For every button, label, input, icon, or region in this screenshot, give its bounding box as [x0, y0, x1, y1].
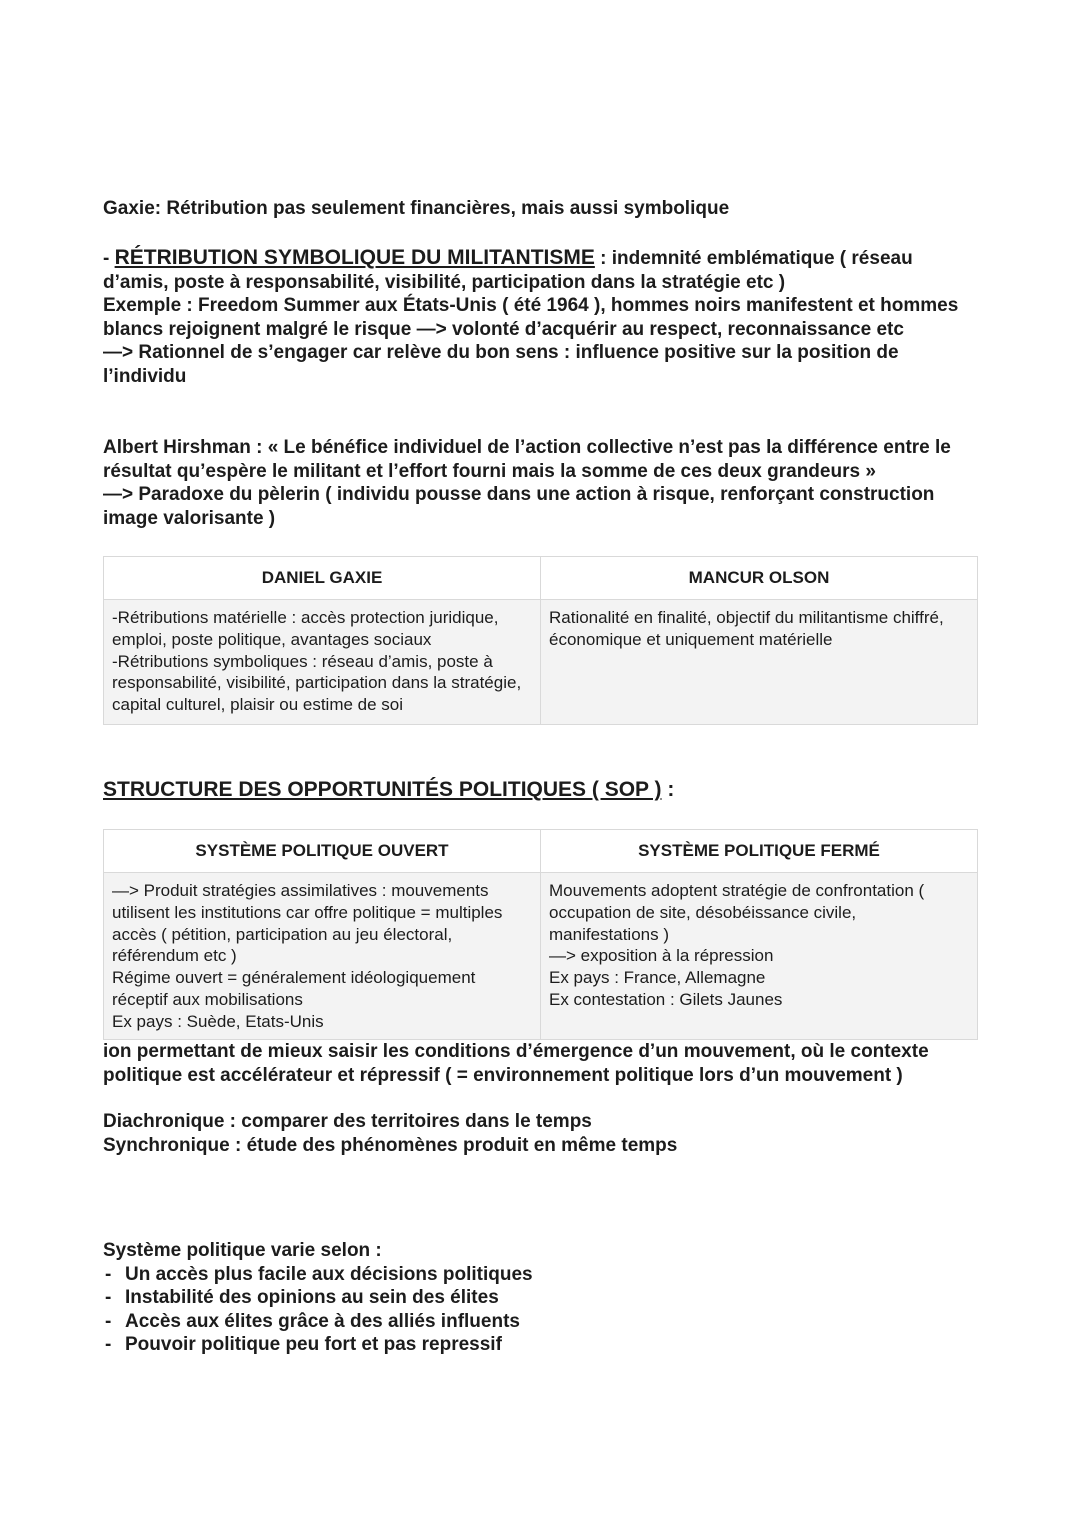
header-mancur-olson: MANCUR OLSON — [541, 557, 978, 600]
olson-rationality: Rationalité en finalité, objectif du militantisme chiffré, économique et uniquement matérielle — [549, 608, 944, 649]
political-systems-table — [103, 829, 978, 1040]
gaxie-olson-table — [103, 556, 978, 725]
after-table-paragraph — [103, 1040, 983, 1087]
olson-cell — [541, 600, 978, 725]
intro-text: Gaxie: Rétribution pas seulement financières, mais aussi symbolique — [103, 198, 730, 219]
repression-exposure: —> exposition à la répression — [549, 946, 774, 966]
pilgrim-paradox: —> Paradoxe du pèlerin ( individu pousse dans une action à risque, renforçant construction image valorisante ) — [103, 484, 935, 529]
list-item: - Un accès plus facile aux décisions politiques — [103, 1263, 983, 1287]
open-countries: Ex pays : Suède, Etats-Unis — [112, 1011, 324, 1031]
sop-title: STRUCTURE DES OPPORTUNITÉS POLITIQUES ( SOP ) — [103, 778, 662, 801]
header-daniel-gaxie: DANIEL GAXIE — [104, 557, 541, 600]
closed-system-cell — [541, 873, 978, 1040]
sop-heading — [103, 778, 983, 803]
symbolic-retribution: -Rétributions symboliques : réseau d’amis, poste à responsabilité, visibilité, participation dans la stratégie, capital culturel, plaisir ou estime de soi — [112, 651, 522, 715]
retribution-conclusion: —> Rationnel de s’engager car relève du bon sens : influence positive sur la position de l’individu — [103, 342, 899, 387]
synchronic-definition: Synchronique : étude des phénomènes produit en même temps — [103, 1134, 678, 1156]
hirshman-quote: Albert Hirshman : « Le bénéfice individuel de l’action collective n’est pas la différence entre le résultat qu’espère le militant et l’effort fourni mais la somme de ces deux grandeurs » — [103, 437, 951, 482]
table-row — [104, 873, 978, 1040]
header-closed-system: SYSTÈME POLITIQUE FERMÉ — [541, 830, 978, 873]
gaxie-cell — [104, 600, 541, 725]
table-row — [104, 600, 978, 725]
freedom-summer-example: Exemple : Freedom Summer aux États-Unis ( été 1964 ), hommes noirs manifestent et hommes blancs rejoignent malgré le risque —> volonté d’acquérir au respect, reconnaissance etc — [103, 295, 959, 340]
table-header-row — [104, 830, 978, 873]
definitions-block — [103, 1110, 983, 1157]
open-system-cell — [104, 873, 541, 1040]
confrontation-strategy: Mouvements adoptent stratégie de confrontation ( occupation de site, désobéissance civile, manifestations ) — [549, 881, 925, 944]
sop-colon: : — [661, 778, 675, 801]
assimilative-strategies: —> Produit stratégies assimilatives : mouvements utilisent les institutions car offre politique = multiples accès ( pétition, participation au jeu électoral, référendum etc ) — [112, 881, 503, 966]
retribution-heading: RÉTRIBUTION SYMBOLIQUE DU MILITANTISME — [114, 246, 595, 269]
retribution-description: : indemnité emblématique ( réseau d’amis, poste à responsabilité, visibilité, participation dans la stratégie etc ) — [103, 248, 913, 293]
retribution-section — [103, 246, 983, 389]
system-variation-list — [103, 1263, 983, 1357]
list-item: - Pouvoir politique peu fort et pas repressif — [103, 1333, 983, 1357]
diachronic-definition: Diachronique : comparer des territoires dans le temps — [103, 1111, 592, 1132]
list-item: - Instabilité des opinions au sein des élites — [103, 1286, 983, 1310]
closed-contestation: Ex contestation : Gilets Jaunes — [549, 989, 783, 1009]
material-retribution: -Rétributions matérielle : accès protection juridique, emploi, poste politique, avantages sociaux — [112, 608, 499, 649]
open-regime: Régime ouvert = généralement idéologiquement réceptif aux mobilisations — [112, 968, 476, 1009]
after-table-text: ion permettant de mieux saisir les conditions d’émergence d’un mouvement, où le contexte politique est accélérateur et répressif ( = environnement politique lors d’un mouvement ) — [103, 1041, 929, 1086]
closed-countries: Ex pays : France, Allemagne — [549, 968, 766, 988]
system-variation-block — [103, 1239, 983, 1357]
list-item: - Accès aux élites grâce à des alliés influents — [103, 1310, 983, 1334]
table-header-row — [104, 557, 978, 600]
intro-paragraph — [103, 197, 983, 221]
header-open-system: SYSTÈME POLITIQUE OUVERT — [104, 830, 541, 873]
system-variation-title: Système politique varie selon : — [103, 1240, 382, 1261]
hirshman-section — [103, 436, 983, 530]
sop-heading-block — [103, 778, 983, 803]
retribution-dash: - — [103, 248, 115, 269]
retribution-paragraph — [103, 246, 983, 294]
